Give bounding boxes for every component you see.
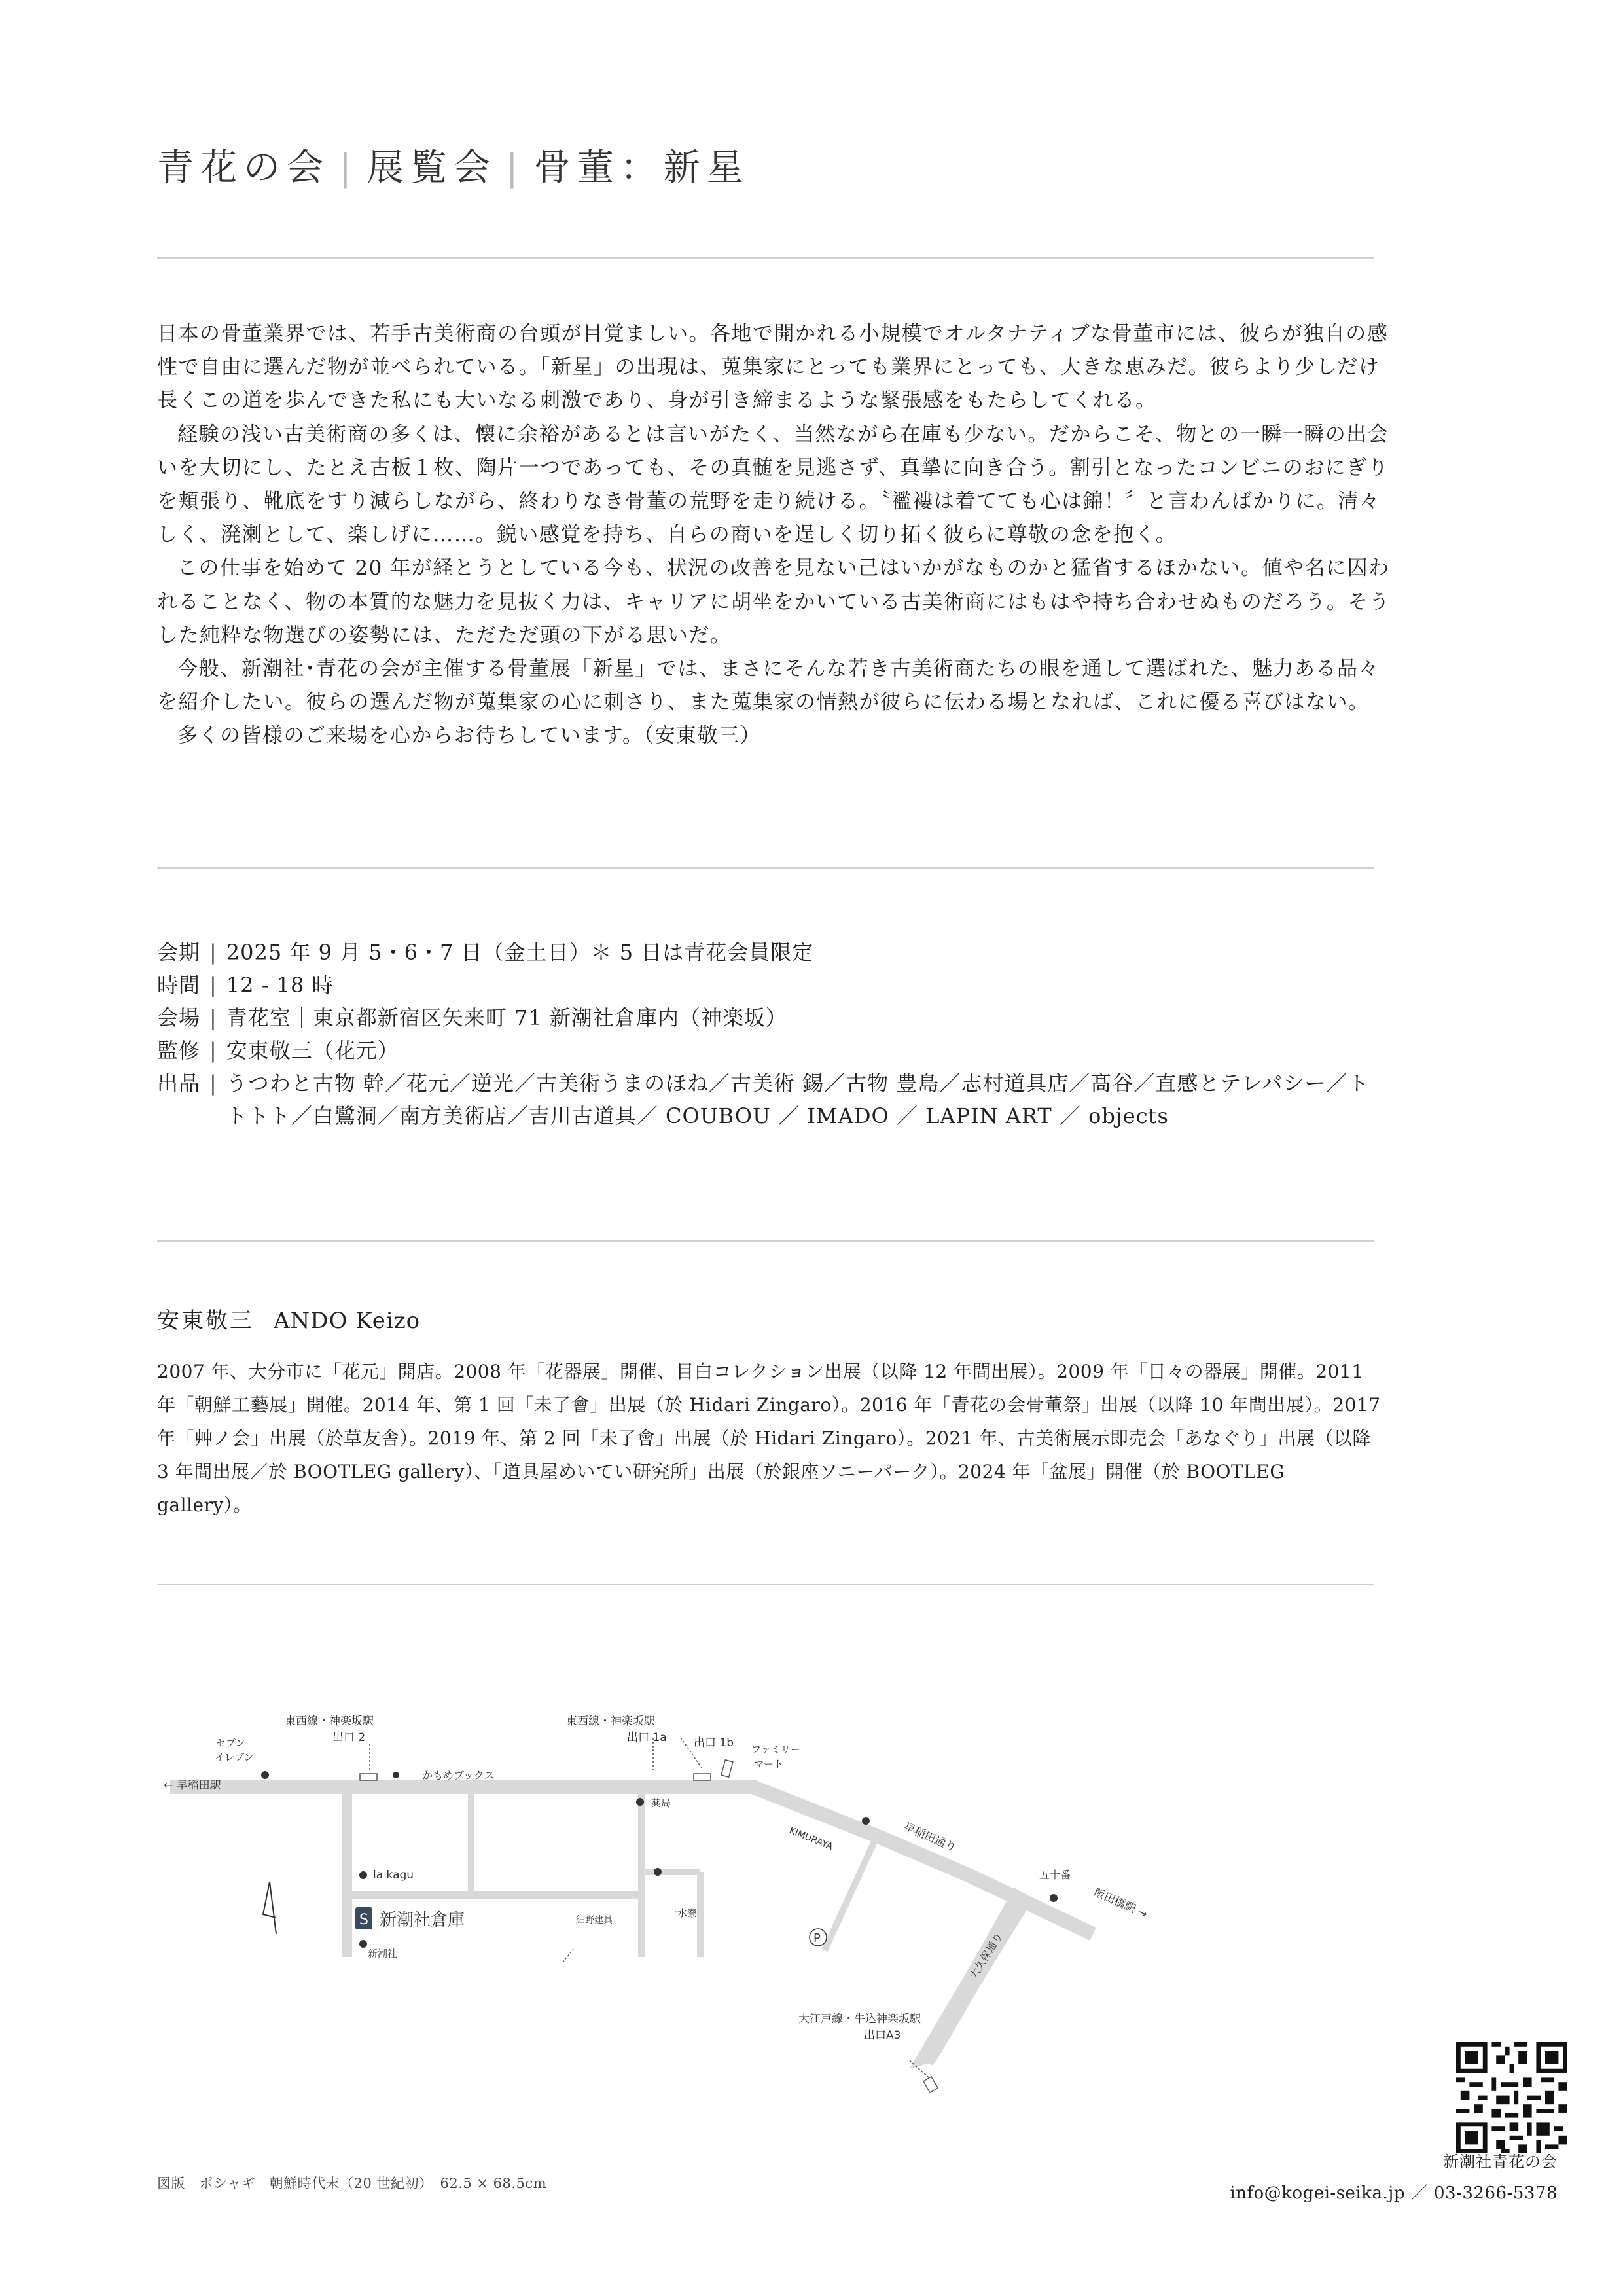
divider [157,1584,1374,1585]
title-separator-1: | [339,147,358,189]
essay-paragraph: 多くの皆様のご来場を心からお待ちしています。（安東敬三） [177,724,762,748]
label-exit1b: 出口 1b [694,1736,734,1749]
detail-label: 時間 [157,973,201,997]
label-kamome: かもめブックス [422,1769,495,1782]
label-waseda-station: ← 早稲田駅 [164,1779,221,1792]
label-exit1a-line: 東西線・神楽坂駅 [566,1715,655,1728]
qr-code [1456,2042,1567,2153]
detail-separator: | [209,1005,217,1030]
divider [157,1240,1374,1242]
label-seven-a: セブン [216,1737,245,1749]
detail-separator: | [209,1071,217,1096]
detail-separator: | [209,973,217,997]
warehouse-label: 新潮社倉庫 [380,1910,465,1930]
label-lakagu: la kagu [373,1869,414,1882]
exit-1b-marker [721,1760,733,1777]
detail-row-hours [157,969,1387,1001]
label-issuiryo: 一水寮 [668,1907,698,1919]
detail-label: 会場 [157,1005,201,1030]
essay-paragraph: 経験の浅い古美術商の多くは、懐に余裕があるとは言いがたく、当然ながら在庫も少ない。だからこそ、物との一瞬一瞬の出会いを大切にし、たとえ古板１枚、陶片一つであっても、その真髄を見逃さず、真摯に向き合う。割引となったコンビニのおにぎりを頬張り、靴底をすり減らしながら、終わりなき骨董の荒野を走り続ける。〝襤褸は着てても心は錦！〞と言わんばかりに。清々しく、溌溂として、楽しげに……。鋭い感覚を持ち、自らの商いを逞しく切り拓く彼らに尊敬の念を抱く。 [157,422,1389,547]
essay [157,317,1394,753]
detail-value: 青花室｜東京都新宿区矢来町 71 新潮社倉庫内（神楽坂） [226,1005,787,1030]
detail-row-dates [157,936,1387,969]
detail-label: 監修 [157,1038,201,1063]
warehouse-logo: S [359,1912,368,1928]
bio-heading [157,1302,420,1335]
event-details [157,936,1387,1132]
page-title [157,139,750,191]
label-family-a: ファミリー [751,1744,800,1755]
label-gojuban: 五十番 [1039,1869,1071,1881]
divider [157,257,1374,259]
exit-a3-marker [923,2077,938,2092]
title-event-type: 展覧会 [366,147,497,189]
label-okubo-street: 大久保通り [967,1930,1005,1982]
label-exit-a3: 出口A3 [864,2029,901,2042]
footer-contact: info@kogei-seika.jp ／ 03-3266-5378 [1230,2183,1558,2203]
title-org: 青花の会 [157,147,330,189]
image-caption: 図版｜ポシャギ 朝鮮時代末（20 世紀初） 62.5 × 68.5cm [157,2176,547,2191]
label-kimuraya: KIMURAYA [787,1825,834,1853]
detail-row-exhibitors [157,1067,1387,1132]
road-side [825,1836,877,1950]
bio-name-en: ANDO Keizo [274,1308,421,1334]
label-family-b: マート [754,1758,784,1770]
label-shinchosha: 新潮社 [368,1948,398,1960]
title-exhibition-name: 骨董：新星 [533,147,750,189]
title-separator-2: | [505,147,525,189]
detail-row-venue [157,1001,1387,1034]
label-waseda-street: 早稲田通り [901,1820,958,1856]
detail-row-supervisor [157,1034,1387,1067]
label-exit1a: 出口 1a [627,1731,667,1744]
detail-value: 2025 年 9 月 5・6・7 日（金土日）＊ 5 日は青花会員限定 [226,940,814,965]
divider [157,867,1374,869]
exit-1a-marker [694,1774,711,1780]
bio-name-ja: 安東敬三 [157,1308,254,1334]
bio-text: 2007 年、大分市に「花元」開店。2008 年「花器展」開催、目白コレクション出展（以降 12 年間出展）。2009 年「日々の器展」開催。2011 年「朝鮮工藝展」開催。2014 年、第 1 回「未了會」出展（於 Hidari Zingaro）。2016 年「青花の会骨董祭」出展（以降 10 年間出展）。2017 年「艸ノ会」出展（於草友舎）。2019 年、第 2 回「未了會」出展（於 Hidari Zingaro）。2021 年、古美術展示即売会「あなぐり」出展（以降 3 年間出展／於 BOOTLEG gallery）、「道具屋めいてい研究所」出展（於銀座ソニーパーク）。2024 年「盆展」開催（於 BOOTLEG gallery）。 [157,1361,1381,1516]
detail-separator: | [209,1038,217,1063]
road-waseda-dori [170,1787,1093,1934]
detail-value: うつわと古物 幹／花元／逆光／古美術うまのほね／古美術 錫／古物 豊島／志村道具店／髙谷／直感とテレパシー／トトトト／白鷺洞／南方美術店／吉川古道具／ COUBOU ／ IMADO ／ LAPIN ART ／ objects [226,1071,1370,1128]
label-exit2: 出口 2 [332,1731,366,1744]
label-yakkyoku: 薬局 [651,1797,671,1809]
detail-separator: | [209,940,217,965]
label-seven-b: イレブン [215,1751,254,1763]
detail-value: 12 - 18 時 [226,973,334,997]
parking-label: P [813,1931,821,1945]
label-hosono: 細野建具 [576,1915,613,1926]
detail-label: 会期 [157,940,201,965]
exit-2-marker [360,1774,377,1780]
label-oedo-line: 大江戸線・牛込神楽坂駅 [798,2013,921,2026]
detail-label: 出品 [157,1071,201,1096]
north-arrow-icon [263,1882,276,1934]
essay-paragraph: 今般、新潮社･青花の会が主催する骨董展「新星」では、まさにそんな若き古美術商たちの眼を通して選ばれた、魅力ある品々を紹介したい。彼らの選んだ物が蒐集家の心に刺さり、また蒐集家の情熱が彼らに伝わる場となれば、これに優る喜びはない。 [157,657,1380,715]
access-map [157,1676,1243,2134]
detail-value: 安東敬三（花元） [226,1038,399,1063]
label-exit2-line: 東西線・神楽坂駅 [285,1715,374,1728]
essay-paragraph: この仕事を始めて 20 年が経とうとしている今も、状況の改善を見ない己はいかがなものかと猛省するほかない。値や名に囚われることなく、物の本質的な魅力を見抜く力は、キャリアに胡坐をかいている古美術商にはもはや持ち合わせぬものだろう。そうした純粋な物選びの姿勢には、ただただ頭の下がる思いだ。 [157,556,1391,647]
label-iidabashi: 飯田橋駅 → [1091,1886,1150,1922]
footer-org: 新潮社青花の会 [1443,2153,1558,2171]
roads [170,1787,1093,2068]
essay-paragraph: 日本の骨董業界では、若手古美術商の台頭が目覚ましい。各地で開かれる小規模でオルタナティブな骨董市には、彼らが独自の感性で自由に選んだ物が並べられている。「新星」の出現は、蒐集家にとっても業界にとっても、大きな恵みだ。彼らより少しだけ長くこの道を歩んできた私にも大いなる刺激であり、身が引き締まるような緊張感をもたらしてくれる。 [157,322,1389,413]
